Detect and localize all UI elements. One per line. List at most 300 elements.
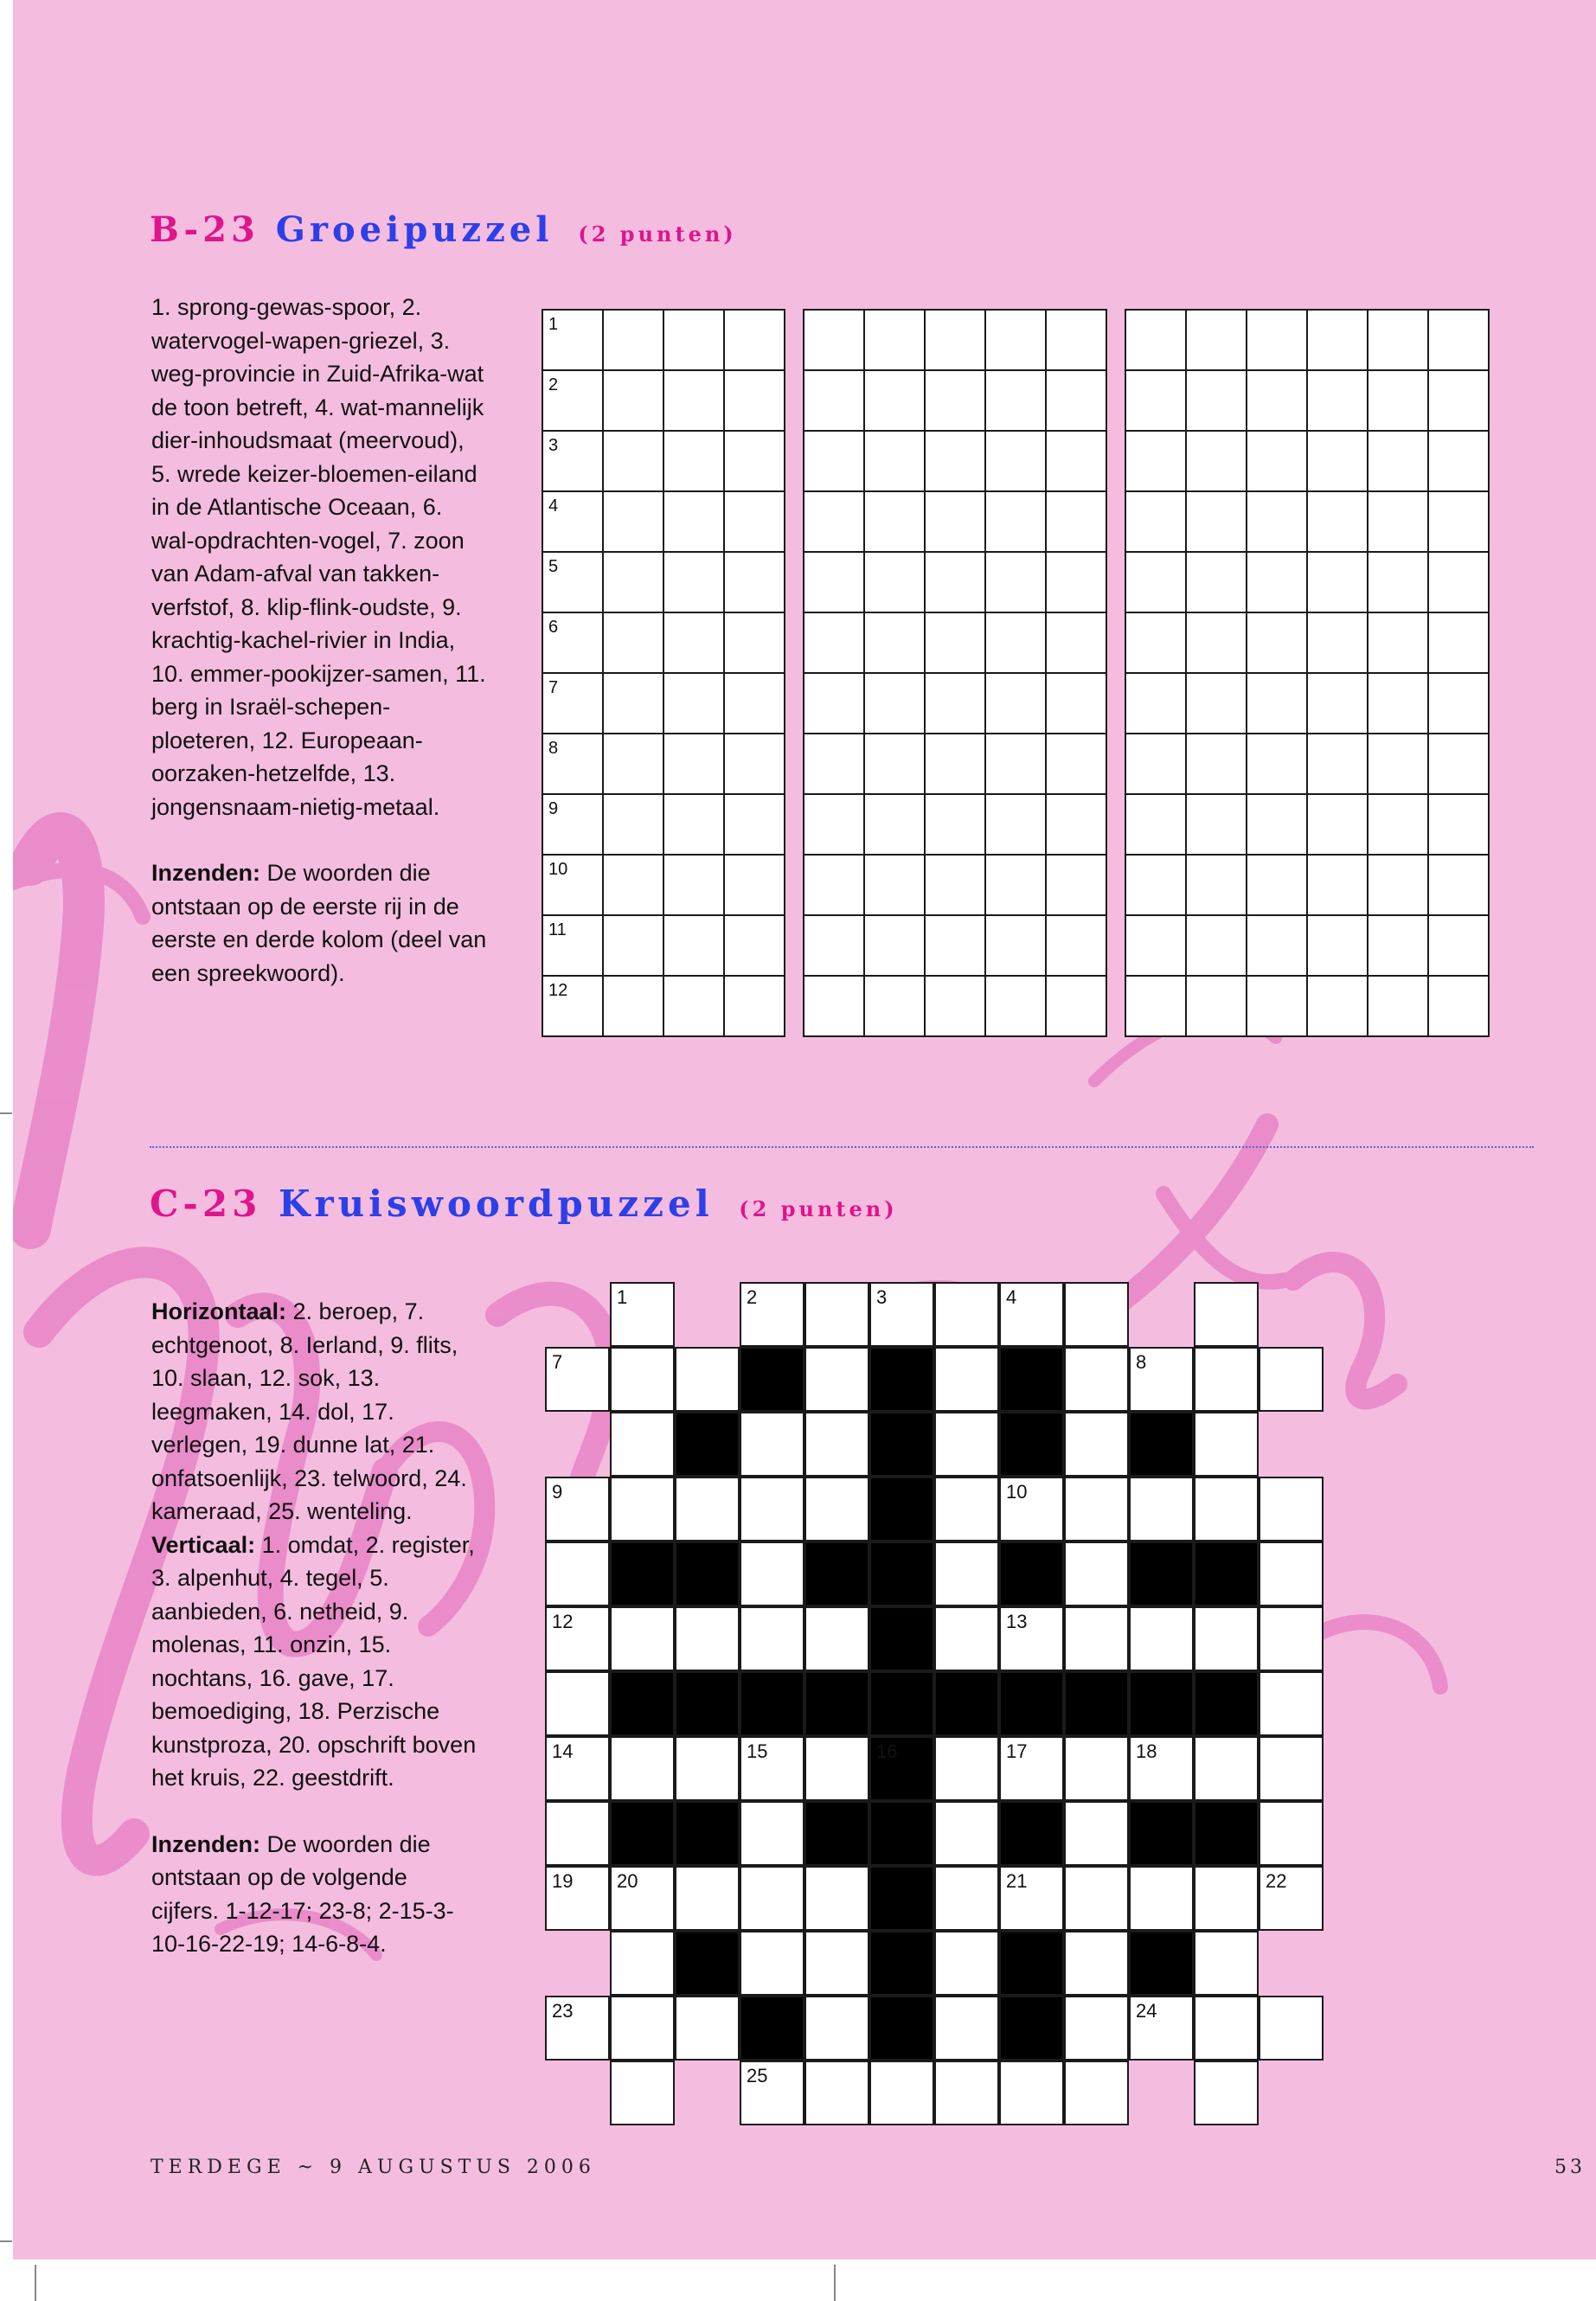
groeipuzzel-cell[interactable] <box>1125 915 1186 976</box>
crossword-cell[interactable] <box>1064 1541 1129 1606</box>
groeipuzzel-cell[interactable] <box>663 855 724 915</box>
groeipuzzel-cell[interactable] <box>603 370 663 431</box>
c23-clues <box>151 1295 480 1961</box>
crossword-cell[interactable] <box>869 1282 934 1347</box>
groeipuzzel-cell[interactable] <box>603 552 663 612</box>
crossword-cell[interactable] <box>545 1671 610 1736</box>
crossword-cell[interactable] <box>1129 1996 1194 2061</box>
row-number: 8 <box>548 739 559 758</box>
groeipuzzel-cell[interactable] <box>804 491 864 552</box>
crossword-cell[interactable] <box>999 1866 1064 1931</box>
groeipuzzel-cell[interactable] <box>1428 976 1489 1036</box>
crossword-cell[interactable] <box>1129 1347 1194 1412</box>
groeipuzzel-cell[interactable] <box>1247 855 1307 915</box>
groeipuzzel-cell[interactable] <box>864 431 925 491</box>
groeipuzzel-cell[interactable] <box>1368 431 1428 491</box>
groeipuzzel-cell[interactable] <box>1046 431 1106 491</box>
groeipuzzel-cell[interactable] <box>663 310 724 370</box>
groeipuzzel-cell[interactable] <box>1428 370 1489 431</box>
groeipuzzel-cell[interactable] <box>1046 915 1106 976</box>
crossword-block <box>869 1866 934 1931</box>
groeipuzzel-cell[interactable] <box>1046 310 1106 370</box>
crossword-cell[interactable] <box>1064 1347 1129 1412</box>
crossword-cell[interactable] <box>675 1736 740 1801</box>
groeipuzzel-cell[interactable] <box>985 855 1046 915</box>
groeipuzzel-cell[interactable] <box>1125 310 1186 370</box>
crossword-cell[interactable] <box>1194 1606 1259 1671</box>
crossword-cell[interactable] <box>934 2061 999 2125</box>
crossword-cell[interactable] <box>610 2061 675 2125</box>
groeipuzzel-cell[interactable] <box>1307 491 1368 552</box>
groeipuzzel-cell[interactable] <box>1046 673 1106 734</box>
crossword-cell[interactable] <box>934 1541 999 1606</box>
crossword-cell[interactable] <box>1194 1996 1259 2061</box>
groeipuzzel-cell[interactable] <box>1368 794 1428 855</box>
crossword-cell[interactable] <box>1194 1347 1259 1412</box>
groeipuzzel-cell[interactable] <box>925 915 985 976</box>
groeipuzzel-cell[interactable] <box>1368 370 1428 431</box>
groeipuzzel-cell[interactable] <box>1125 552 1186 612</box>
groeipuzzel-cell[interactable] <box>925 491 985 552</box>
groeipuzzel-cell[interactable] <box>804 431 864 491</box>
groeipuzzel-cell[interactable] <box>1247 612 1307 673</box>
crossword-cell[interactable] <box>934 1931 999 1996</box>
groeipuzzel-cell[interactable] <box>542 370 603 431</box>
groeipuzzel-cell[interactable] <box>1125 431 1186 491</box>
groeipuzzel-cell[interactable] <box>663 976 724 1036</box>
crossword-cell[interactable] <box>545 1866 610 1931</box>
clue-number: 15 <box>747 1740 768 1762</box>
groeipuzzel-cell[interactable] <box>724 431 785 491</box>
groeipuzzel-cell[interactable] <box>1247 794 1307 855</box>
groeipuzzel-cell[interactable] <box>864 552 925 612</box>
crossword-cell[interactable] <box>804 1736 869 1801</box>
groeipuzzel-cell[interactable] <box>724 673 785 734</box>
crossword-cell[interactable] <box>1194 1282 1259 1347</box>
crossword-block <box>1194 1801 1259 1866</box>
groeipuzzel-cell[interactable] <box>1046 855 1106 915</box>
groeipuzzel-cell[interactable] <box>925 976 985 1036</box>
groeipuzzel-cell[interactable] <box>603 794 663 855</box>
crossword-cell[interactable] <box>1259 1606 1324 1671</box>
groeipuzzel-cell[interactable] <box>663 491 724 552</box>
crossword-cell[interactable] <box>804 1866 869 1931</box>
crossword-cell[interactable] <box>804 1477 869 1541</box>
groeipuzzel-cell[interactable] <box>985 310 1046 370</box>
groeipuzzel-cell[interactable] <box>985 612 1046 673</box>
groeipuzzel-cell[interactable] <box>1046 491 1106 552</box>
crossword-cell[interactable] <box>934 1477 999 1541</box>
groeipuzzel-cell[interactable] <box>1125 491 1186 552</box>
groeipuzzel-cell[interactable] <box>542 794 603 855</box>
groeipuzzel-cell[interactable] <box>985 431 1046 491</box>
crossword-cell[interactable] <box>934 1347 999 1412</box>
groeipuzzel-cell[interactable] <box>804 552 864 612</box>
crossword-cell[interactable] <box>1129 1477 1194 1541</box>
crossword-cell[interactable] <box>1194 1931 1259 1996</box>
groeipuzzel-cell[interactable] <box>1428 612 1489 673</box>
groeipuzzel-cell[interactable] <box>724 915 785 976</box>
crossword-cell[interactable] <box>740 1801 804 1866</box>
groeipuzzel-cell[interactable] <box>1428 310 1489 370</box>
groeipuzzel-cell[interactable] <box>663 915 724 976</box>
groeipuzzel-cell[interactable] <box>1247 370 1307 431</box>
crossword-cell[interactable] <box>1194 1477 1259 1541</box>
crossword-cell[interactable] <box>740 2061 804 2125</box>
crossword-cell[interactable] <box>1129 1606 1194 1671</box>
groeipuzzel-cell[interactable] <box>1428 491 1489 552</box>
crossword-block <box>1129 1412 1194 1477</box>
groeipuzzel-row <box>1125 491 1489 552</box>
crossword-cell[interactable] <box>804 1347 869 1412</box>
groeipuzzel-cell[interactable] <box>804 734 864 794</box>
crossword-cell[interactable] <box>999 1477 1064 1541</box>
crossword-cell[interactable] <box>1064 1996 1129 2061</box>
crossword-cell[interactable] <box>610 1606 675 1671</box>
groeipuzzel-cell[interactable] <box>1125 673 1186 734</box>
crossword-cell[interactable] <box>1259 1996 1324 2061</box>
groeipuzzel-cell[interactable] <box>1307 794 1368 855</box>
groeipuzzel-cell[interactable] <box>603 915 663 976</box>
crossword-cell[interactable] <box>1259 1541 1324 1606</box>
groeipuzzel-cell[interactable] <box>1247 552 1307 612</box>
crossword-cell[interactable] <box>545 1801 610 1866</box>
groeipuzzel-cell[interactable] <box>985 673 1046 734</box>
groeipuzzel-cell[interactable] <box>663 673 724 734</box>
crossword-cell[interactable] <box>610 1282 675 1347</box>
groeipuzzel-cell[interactable] <box>925 794 985 855</box>
crossword-cell[interactable] <box>999 1606 1064 1671</box>
crossword-cell[interactable] <box>740 1282 804 1347</box>
groeipuzzel-cell[interactable] <box>1186 310 1247 370</box>
groeipuzzel-cell[interactable] <box>724 552 785 612</box>
crossword-cell[interactable] <box>1064 1736 1129 1801</box>
groeipuzzel-cell[interactable] <box>1428 673 1489 734</box>
groeipuzzel-cell[interactable] <box>724 370 785 431</box>
crossword-cell[interactable] <box>934 1412 999 1477</box>
crossword-cell[interactable] <box>1194 1866 1259 1931</box>
groeipuzzel-cell[interactable] <box>1428 855 1489 915</box>
groeipuzzel-cell[interactable] <box>1046 734 1106 794</box>
groeipuzzel-cell[interactable] <box>542 673 603 734</box>
crossword-cell[interactable] <box>675 1996 740 2061</box>
groeipuzzel-cell[interactable] <box>1368 855 1428 915</box>
crossword-cell[interactable] <box>610 1477 675 1541</box>
groeipuzzel-cell[interactable] <box>1186 491 1247 552</box>
crossword-cell[interactable] <box>1064 2061 1129 2125</box>
crossword-cell[interactable] <box>610 1996 675 2061</box>
crossword-cell[interactable] <box>999 1736 1064 1801</box>
groeipuzzel-cell[interactable] <box>1046 976 1106 1036</box>
groeipuzzel-cell[interactable] <box>925 673 985 734</box>
groeipuzzel-cell[interactable] <box>724 612 785 673</box>
groeipuzzel-cell[interactable] <box>1046 612 1106 673</box>
crossword-cell[interactable] <box>545 1606 610 1671</box>
crossword-cell[interactable] <box>740 1477 804 1541</box>
crossword-cell[interactable] <box>1194 1412 1259 1477</box>
crossword-cell[interactable] <box>804 1412 869 1477</box>
groeipuzzel-cell[interactable] <box>1368 552 1428 612</box>
groeipuzzel-cell[interactable] <box>1368 673 1428 734</box>
crossword-cell[interactable] <box>804 1282 869 1347</box>
groeipuzzel-cell[interactable] <box>1186 734 1247 794</box>
groeipuzzel-cell[interactable] <box>542 612 603 673</box>
groeipuzzel-cell[interactable] <box>804 794 864 855</box>
groeipuzzel-cell[interactable] <box>663 552 724 612</box>
groeipuzzel-cell[interactable] <box>1247 976 1307 1036</box>
crossword-cell[interactable] <box>1064 1282 1129 1347</box>
groeipuzzel-cell[interactable] <box>1247 734 1307 794</box>
groeipuzzel-cell[interactable] <box>1186 431 1247 491</box>
crossword-cell[interactable] <box>545 1996 610 2061</box>
groeipuzzel-cell[interactable] <box>1125 794 1186 855</box>
clue-number: 17 <box>1006 1740 1028 1762</box>
groeipuzzel-cell[interactable] <box>1368 491 1428 552</box>
groeipuzzel-cell[interactable] <box>542 855 603 915</box>
crossword-cell[interactable] <box>804 1606 869 1671</box>
groeipuzzel-row <box>1125 855 1489 915</box>
crossword-cell[interactable] <box>1129 1866 1194 1931</box>
crossword-cell[interactable] <box>545 1347 610 1412</box>
crossword-cell[interactable] <box>934 1606 999 1671</box>
groeipuzzel-cell[interactable] <box>1428 915 1489 976</box>
groeipuzzel-cell[interactable] <box>1186 794 1247 855</box>
groeipuzzel-cell[interactable] <box>1368 734 1428 794</box>
groeipuzzel-cell[interactable] <box>663 370 724 431</box>
groeipuzzel-cell[interactable] <box>864 370 925 431</box>
crossword-cell[interactable] <box>1259 1477 1324 1541</box>
groeipuzzel-cell[interactable] <box>1368 310 1428 370</box>
groeipuzzel-cell[interactable] <box>1307 431 1368 491</box>
groeipuzzel-cell[interactable] <box>1125 370 1186 431</box>
crossword-block <box>999 1801 1064 1866</box>
groeipuzzel-cell[interactable] <box>925 734 985 794</box>
groeipuzzel-cell[interactable] <box>1125 976 1186 1036</box>
crossword-cell[interactable] <box>740 1606 804 1671</box>
crossword-cell[interactable] <box>740 1412 804 1477</box>
groeipuzzel-cell[interactable] <box>864 673 925 734</box>
crossword-cell[interactable] <box>675 1477 740 1541</box>
groeipuzzel-cell[interactable] <box>864 310 925 370</box>
groeipuzzel-cell[interactable] <box>542 431 603 491</box>
crossword-cell[interactable] <box>804 1931 869 1996</box>
groeipuzzel-cell[interactable] <box>724 794 785 855</box>
groeipuzzel-cell[interactable] <box>1186 673 1247 734</box>
groeipuzzel-cell[interactable] <box>724 976 785 1036</box>
groeipuzzel-cell[interactable] <box>603 310 663 370</box>
crossword-cell[interactable] <box>675 1866 740 1931</box>
groeipuzzel-cell[interactable] <box>1247 915 1307 976</box>
groeipuzzel-cell[interactable] <box>804 612 864 673</box>
crossword-cell[interactable] <box>934 1736 999 1801</box>
groeipuzzel-cell[interactable] <box>1247 673 1307 734</box>
groeipuzzel-cell[interactable] <box>1307 612 1368 673</box>
crossword-cell[interactable] <box>1064 1477 1129 1541</box>
groeipuzzel-cell[interactable] <box>724 855 785 915</box>
crossword-cell[interactable] <box>1259 1801 1324 1866</box>
groeipuzzel-cell[interactable] <box>864 915 925 976</box>
groeipuzzel-cell[interactable] <box>1186 612 1247 673</box>
groeipuzzel-cell[interactable] <box>864 976 925 1036</box>
groeipuzzel-cell[interactable] <box>925 310 985 370</box>
crossword-cell[interactable] <box>934 1282 999 1347</box>
groeipuzzel-cell[interactable] <box>1247 491 1307 552</box>
groeipuzzel-cell[interactable] <box>1247 431 1307 491</box>
groeipuzzel-cell[interactable] <box>804 976 864 1036</box>
groeipuzzel-cell[interactable] <box>1307 552 1368 612</box>
groeipuzzel-cell[interactable] <box>804 370 864 431</box>
groeipuzzel-cell[interactable] <box>663 612 724 673</box>
crossword-cell[interactable] <box>610 1736 675 1801</box>
crossword-cell[interactable] <box>610 1412 675 1477</box>
crossword-cell[interactable] <box>740 1931 804 1996</box>
groeipuzzel-cell[interactable] <box>542 491 603 552</box>
groeipuzzel-cell[interactable] <box>663 794 724 855</box>
groeipuzzel-cell[interactable] <box>804 915 864 976</box>
groeipuzzel-row <box>542 491 785 552</box>
groeipuzzel-cell[interactable] <box>663 734 724 794</box>
groeipuzzel-cell[interactable] <box>985 491 1046 552</box>
groeipuzzel-cell[interactable] <box>1307 673 1368 734</box>
groeipuzzel-cell[interactable] <box>804 310 864 370</box>
groeipuzzel-cell[interactable] <box>985 734 1046 794</box>
crossword-cell[interactable] <box>740 1541 804 1606</box>
crossword-cell[interactable] <box>610 1866 675 1931</box>
groeipuzzel-cell[interactable] <box>1186 915 1247 976</box>
groeipuzzel-cell[interactable] <box>1307 855 1368 915</box>
groeipuzzel-cell[interactable] <box>1307 915 1368 976</box>
crossword-cell[interactable] <box>545 1477 610 1541</box>
groeipuzzel-cell[interactable] <box>1368 915 1428 976</box>
crossword-cell[interactable] <box>1064 1606 1129 1671</box>
groeipuzzel-cell[interactable] <box>985 976 1046 1036</box>
crossword-cell[interactable] <box>1064 1931 1129 1996</box>
groeipuzzel-cell[interactable] <box>542 734 603 794</box>
crossword-cell[interactable] <box>804 1996 869 2061</box>
footer-magazine: TERDEGE ~ 9 AUGUSTUS 2006 <box>151 2157 596 2178</box>
groeipuzzel-cell[interactable] <box>603 673 663 734</box>
groeipuzzel-cell[interactable] <box>724 310 785 370</box>
crossword-cell[interactable] <box>1064 1866 1129 1931</box>
crossword-cell[interactable] <box>545 1736 610 1801</box>
groeipuzzel-cell[interactable] <box>864 612 925 673</box>
groeipuzzel-cell[interactable] <box>1125 612 1186 673</box>
groeipuzzel-cell[interactable] <box>1046 552 1106 612</box>
crossword-cell[interactable] <box>999 2061 1064 2125</box>
groeipuzzel-cell[interactable] <box>925 552 985 612</box>
groeipuzzel-cell[interactable] <box>804 855 864 915</box>
groeipuzzel-cell[interactable] <box>925 855 985 915</box>
groeipuzzel-cell[interactable] <box>603 491 663 552</box>
groeipuzzel-cell[interactable] <box>925 612 985 673</box>
groeipuzzel-cell[interactable] <box>724 734 785 794</box>
groeipuzzel-cell[interactable] <box>603 612 663 673</box>
crossword-cell[interactable] <box>675 1606 740 1671</box>
groeipuzzel-cell[interactable] <box>1186 370 1247 431</box>
row-number: 7 <box>548 678 559 697</box>
groeipuzzel-cell[interactable] <box>1428 431 1489 491</box>
groeipuzzel-cell[interactable] <box>1186 855 1247 915</box>
crossword-cell[interactable] <box>740 1866 804 1931</box>
crossword-cell[interactable] <box>610 1931 675 1996</box>
groeipuzzel-cell[interactable] <box>864 794 925 855</box>
groeipuzzel-cell[interactable] <box>724 491 785 552</box>
groeipuzzel-cell[interactable] <box>603 431 663 491</box>
crossword-cell[interactable] <box>740 1736 804 1801</box>
crossword-cell[interactable] <box>675 1347 740 1412</box>
groeipuzzel-cell[interactable] <box>985 370 1046 431</box>
groeipuzzel-cell[interactable] <box>1125 855 1186 915</box>
groeipuzzel-cell[interactable] <box>1307 976 1368 1036</box>
groeipuzzel-row <box>1125 370 1489 431</box>
groeipuzzel-cell[interactable] <box>1046 370 1106 431</box>
groeipuzzel-cell[interactable] <box>804 673 864 734</box>
b23-submit-text: De woorden die ontstaan op de eerste rij in de eerste en derde kolom (deel van een spreekwoord). <box>151 860 487 986</box>
groeipuzzel-cell[interactable] <box>1186 552 1247 612</box>
groeipuzzel-cell[interactable] <box>603 976 663 1036</box>
crossword-cell[interactable] <box>1064 1412 1129 1477</box>
groeipuzzel-cell[interactable] <box>663 431 724 491</box>
groeipuzzel-cell[interactable] <box>1247 310 1307 370</box>
page <box>13 0 1596 2259</box>
groeipuzzel-cell[interactable] <box>1428 552 1489 612</box>
crossword-cell[interactable] <box>804 2061 869 2125</box>
crossword-block <box>1194 1541 1259 1606</box>
crossword-cell[interactable] <box>999 1282 1064 1347</box>
groeipuzzel-cell[interactable] <box>985 915 1046 976</box>
groeipuzzel-cell[interactable] <box>1428 794 1489 855</box>
crossword-cell[interactable] <box>1259 1671 1324 1736</box>
crossword-cell[interactable] <box>934 1996 999 2061</box>
crossword-cell[interactable] <box>1259 1347 1324 1412</box>
crossword-cell[interactable] <box>1129 1736 1194 1801</box>
groeipuzzel-cell[interactable] <box>1125 734 1186 794</box>
crossword-cell[interactable] <box>545 1541 610 1606</box>
groeipuzzel-cell[interactable] <box>603 734 663 794</box>
groeipuzzel-cell[interactable] <box>1368 612 1428 673</box>
groeipuzzel-cell[interactable] <box>925 431 985 491</box>
groeipuzzel-cell[interactable] <box>542 915 603 976</box>
crossword-cell[interactable] <box>1194 2061 1259 2125</box>
groeipuzzel-cell[interactable] <box>864 855 925 915</box>
groeipuzzel-cell[interactable] <box>985 794 1046 855</box>
groeipuzzel-cell[interactable] <box>542 976 603 1036</box>
crossword-cell[interactable] <box>934 1801 999 1866</box>
groeipuzzel-cell[interactable] <box>1307 734 1368 794</box>
groeipuzzel-cell[interactable] <box>1368 976 1428 1036</box>
groeipuzzel-cell[interactable] <box>542 310 603 370</box>
crossword-cell[interactable] <box>610 1347 675 1412</box>
groeipuzzel-cell[interactable] <box>1186 976 1247 1036</box>
crossword-cell[interactable] <box>869 2061 934 2125</box>
groeipuzzel-cell[interactable] <box>1046 794 1106 855</box>
groeipuzzel-cell[interactable] <box>864 734 925 794</box>
crossword-cell[interactable] <box>1064 1801 1129 1866</box>
groeipuzzel-cell[interactable] <box>1307 310 1368 370</box>
crossword-cell[interactable] <box>1259 1866 1324 1931</box>
groeipuzzel-cell[interactable] <box>1428 734 1489 794</box>
groeipuzzel-cell[interactable] <box>603 855 663 915</box>
crossword-cell[interactable] <box>934 1866 999 1931</box>
groeipuzzel-cell[interactable] <box>925 370 985 431</box>
groeipuzzel-cell[interactable] <box>1307 370 1368 431</box>
groeipuzzel-cell[interactable] <box>985 552 1046 612</box>
crossword-cell[interactable] <box>1194 1736 1259 1801</box>
groeipuzzel-cell[interactable] <box>542 552 603 612</box>
groeipuzzel-cell[interactable] <box>864 491 925 552</box>
crossword-block <box>869 1347 934 1412</box>
crossword-cell[interactable] <box>1259 1736 1324 1801</box>
